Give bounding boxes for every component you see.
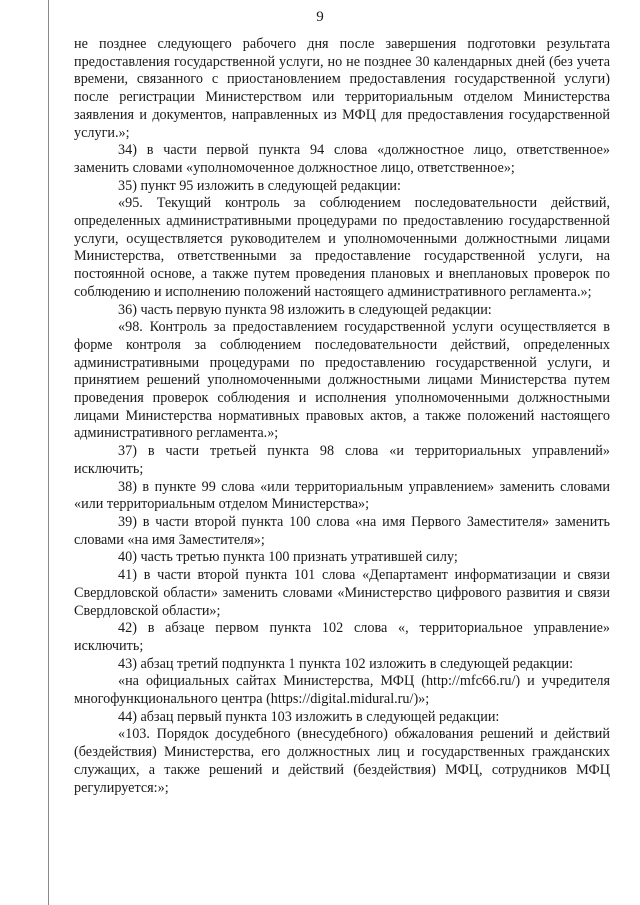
paragraph: 39) в части второй пункта 100 слова «на имя Первого Заместителя» заменить словами «на имя Заместителя»; — [74, 513, 610, 548]
paragraph: 38) в пункте 99 слова «или территориальным управлением» заменить словами «или территориальным отделом Министерства»; — [74, 478, 610, 513]
paragraph: «98. Контроль за предоставлением государственной услуги осуществляется в форме контроля за соблюдением последовательности действий, определенных административными процедурами по предоставлению государственной услуги, и принятием решений уполномоченными должностными лицами Министерства путем проведения проверок соблюдения и исполнения уполномоченными должностными лицами Министерства нормативных правовых актов, а также положений настоящего административного регламента.»; — [74, 319, 610, 442]
paragraph: не позднее следующего рабочего дня после завершения подготовки результата предоставления государственной услуги, но не позднее 30 календарных дней (без учета времени, связанного с приостановлением предоставления государственной услуги) после регистрации Министерством или территориальным отделом Министерства заявления и документов, направленных из МФЦ для предоставления государственной услуги.»; — [74, 36, 610, 141]
paragraph: 42) в абзаце первом пункта 102 слова «, территориальное управление» исключить; — [74, 620, 610, 654]
paragraph: 43) абзац третий подпункта 1 пункта 102 изложить в следующей редакции: — [118, 655, 574, 672]
paragraph: 36) часть первую пункта 98 изложить в следующей редакции: — [118, 301, 492, 318]
paragraph: 37) в части третьей пункта 98 слова «и территориальных управлений» исключить; — [74, 443, 610, 477]
paragraph: «95. Текущий контроль за соблюдением последовательности действий, определенных административными процедурами по предоставлению государственной услуги, осуществляется руководителем и уполномоченными должностными лицами Министерства, ответственными за предоставление государственной услуги, на постоянной основе, а также путем проведения плановых и внеплановых проверок по соблюдению и исполнению положений настоящего административного регламента.»; — [74, 195, 610, 300]
paragraph: 41) в части второй пункта 101 слова «Департамент информатизации и связи Свердловской области» заменить словами «Министерство цифрового развития и связи Свердловской области»; — [74, 567, 610, 619]
document-body — [74, 36, 610, 797]
paragraph: 35) пункт 95 изложить в следующей редакции: — [118, 177, 401, 194]
paragraph: 44) абзац первый пункта 103 изложить в следующей редакции: — [118, 708, 500, 725]
page-margin-line — [48, 0, 49, 905]
paragraph: 40) часть третью пункта 100 признать утратившей силу; — [118, 549, 458, 566]
paragraph: «103. Порядок досудебного (внесудебного) обжалования решений и действий (бездействия) Министерства, его должностных лиц и государственных гражданских служащих, а также решений и действий (бездействия) МФЦ, сотрудников МФЦ регулируется:»; — [74, 726, 610, 796]
paragraph: «на официальных сайтах Министерства, МФЦ (http://mfc66.ru/) и учредителя многофункционального центра (https://digital.midural.ru/)»; — [74, 673, 610, 708]
page-number: 9 — [316, 9, 324, 25]
paragraph: 34) в части первой пункта 94 слова «должностное лицо, ответственное» заменить словами «уполномоченное должностное лицо, ответственное»; — [74, 142, 610, 176]
